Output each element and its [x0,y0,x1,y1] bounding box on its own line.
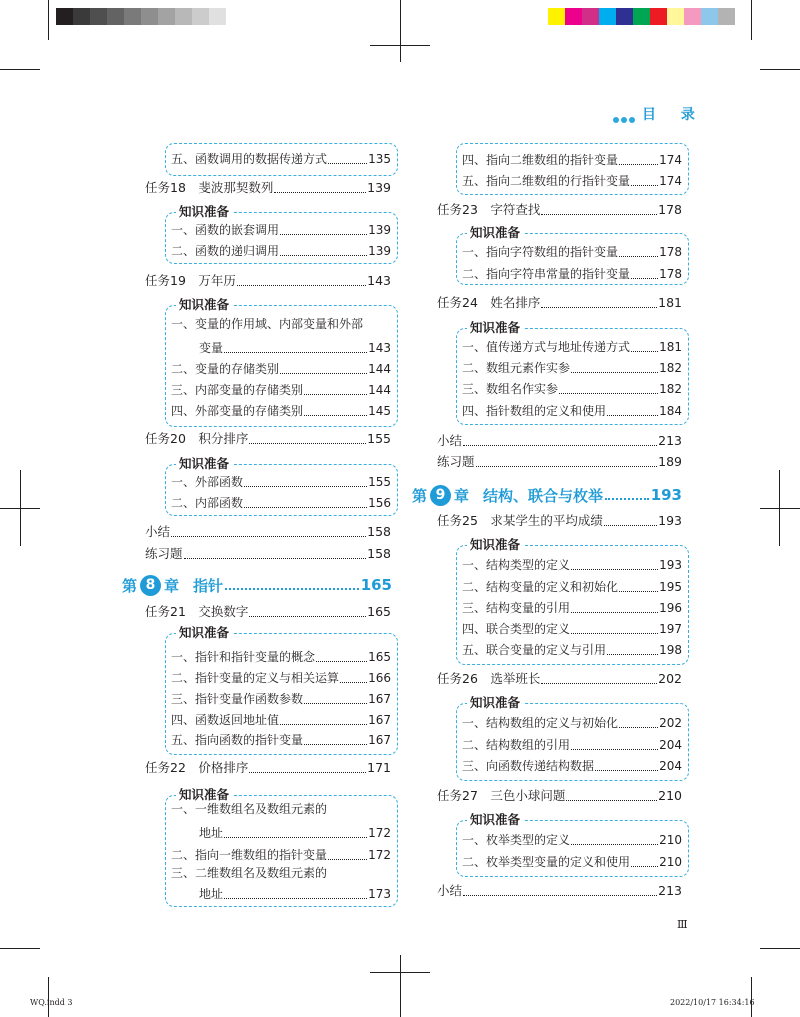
color-swatch [141,8,158,25]
toc-task-page: 210 [658,788,682,803]
header-dots-icon [613,108,637,127]
color-swatch [158,8,175,25]
toc-task[interactable] [145,759,391,777]
toc-entry[interactable] [462,853,682,871]
toc-exercise[interactable] [145,545,391,563]
toc-entry-text: 地址 [199,887,224,901]
toc-task[interactable] [145,272,391,290]
toc-entry-page: 174 [659,174,682,188]
color-swatch [701,8,718,25]
toc-entry-page: 167 [368,713,391,727]
toc-exercise-page: 189 [658,454,682,469]
toc-entry[interactable] [462,243,682,261]
toc-summary-page: 213 [658,883,682,898]
slug-timestamp: 2022/10/17 16:34:16 [670,998,755,1007]
toc-entry-text: 四、指针数组的定义和使用 [462,404,607,418]
toc-entry-text: 一、值传递方式与地址传递方式 [462,340,631,354]
toc-entry-page: 210 [659,855,682,869]
chapter-number-badge: 9 [430,485,451,506]
toc-entry[interactable] [171,648,391,666]
chapter-title: 指针 [193,576,224,595]
toc-entry-page: 139 [368,223,391,237]
toc-task-page: 202 [658,671,682,686]
toc-entry-text: 二、变量的存储类别 [171,362,280,376]
toc-entry-page: 196 [659,601,682,615]
toc-entry[interactable] [462,172,682,190]
toc-entry[interactable] [171,669,391,687]
toc-entry[interactable] [171,711,391,729]
toc-summary-page: 213 [658,433,682,448]
knowledge-box-label: 知识准备 [176,298,232,312]
toc-entry-text: 一、结构类型的定义 [462,558,571,572]
color-swatch [73,8,90,25]
toc-entry[interactable] [462,556,682,574]
toc-summary-text: 小结 [145,524,171,539]
toc-task-page: 139 [367,180,391,195]
color-swatch [667,8,684,25]
toc-entry[interactable] [171,846,391,864]
toc-entry[interactable] [171,150,391,168]
toc-entry[interactable] [462,641,682,659]
chapter-suffix: 章 [164,576,180,595]
toc-entry-text: 四、外部变量的存储类别 [171,404,304,418]
toc-entry-page: 166 [368,671,391,685]
toc-entry-page: 178 [659,245,682,259]
toc-entry-page: 198 [659,643,682,657]
toc-entry[interactable] [171,221,391,239]
toc-entry[interactable] [171,242,391,260]
color-swatch [107,8,124,25]
toc-entry[interactable] [462,620,682,638]
toc-entry-text: 三、向函数传递结构数据 [462,759,595,773]
toc-entry-text: 二、结构数组的引用 [462,738,571,752]
toc-task[interactable] [437,512,682,530]
toc-entry-page: 145 [368,404,391,418]
toc-entry-page: 172 [368,848,391,862]
toc-task-page: 171 [367,760,391,775]
toc-entry[interactable] [171,473,391,491]
chapter-number-badge: 8 [140,575,161,596]
color-swatch [582,8,599,25]
page-number: Ⅲ [677,918,688,931]
toc-task[interactable] [437,201,682,219]
toc-entry[interactable] [462,338,682,356]
toc-entry-page: 202 [659,716,682,730]
toc-task[interactable] [145,179,391,197]
toc-task-text: 任务27 三色小球问题 [437,788,566,803]
toc-task[interactable] [437,787,682,805]
toc-entry-page: 181 [659,340,682,354]
toc-task-text: 任务21 交换数字 [145,604,249,619]
toc-entry-page: 204 [659,759,682,773]
toc-entry-text: 五、函数调用的数据传递方式 [171,152,328,166]
toc-entry-text: 一、外部函数 [171,475,244,489]
toc-entry[interactable] [462,578,682,596]
toc-task-text: 任务19 万年历 [145,273,236,288]
toc-entry-text: 二、指向字符串常量的指针变量 [462,267,631,281]
toc-summary-text: 小结 [437,883,463,898]
toc-task-text: 任务20 积分排序 [145,431,249,446]
toc-entry-text: 三、结构变量的引用 [462,601,571,615]
toc-task[interactable] [145,603,391,621]
toc-summary-page: 158 [367,524,391,539]
toc-entry-text: 五、指向二维数组的行指针变量 [462,174,631,188]
toc-entry-text: 三、内部变量的存储类别 [171,383,304,397]
toc-entry-text: 变量 [199,341,224,355]
toc-entry-page: 156 [368,496,391,510]
chapter-title: 结构、联合与枚举 [483,486,604,505]
toc-task-page: 155 [367,431,391,446]
toc-entry-page: 193 [659,558,682,572]
toc-entry-page: 182 [659,382,682,396]
toc-entry[interactable] [462,359,682,377]
toc-entry-text: 四、指向二维数组的指针变量 [462,153,619,167]
toc-task-text: 任务18 斐波那契数列 [145,180,274,195]
toc-entry-text: 一、指针和指针变量的概念 [171,650,316,664]
toc-entry-text: 三、数组名作实参 [462,382,559,396]
toc-exercise[interactable] [437,453,682,471]
toc-task-text: 任务26 选举班长 [437,671,541,686]
chapter-heading[interactable] [412,483,682,507]
knowledge-box-label: 知识准备 [467,226,523,240]
toc-entry-text: 五、指向函数的指针变量 [171,733,304,747]
toc-entry[interactable] [171,824,391,842]
toc-entry[interactable] [171,864,391,882]
toc-entry-text: 四、联合类型的定义 [462,622,571,636]
toc-entry-text: 二、数组元素作实参 [462,361,571,375]
toc-entry-text: 一、变量的作用域、内部变量和外部 [171,317,364,331]
toc-entry-text: 二、指针变量的定义与相关运算 [171,671,340,685]
toc-entry[interactable] [171,381,391,399]
color-swatch [56,8,73,25]
toc-task-page: 193 [658,513,682,528]
toc-entry-page: 173 [368,887,391,901]
knowledge-box-label: 知识准备 [176,626,232,640]
toc-entry-text: 一、指向字符数组的指针变量 [462,245,619,259]
toc-entry-page: 155 [368,475,391,489]
toc-entry[interactable] [171,360,391,378]
color-swatch [599,8,616,25]
toc-entry-page: 184 [659,404,682,418]
toc-entry-page: 143 [368,341,391,355]
toc-entry[interactable] [462,714,682,732]
toc-task[interactable] [145,430,391,448]
knowledge-box-label: 知识准备 [467,696,523,710]
color-swatch [90,8,107,25]
color-swatch [209,8,226,25]
knowledge-box-label: 知识准备 [176,457,232,471]
toc-task-page: 178 [658,202,682,217]
toc-entry[interactable] [462,151,682,169]
toc-entry-page: 172 [368,826,391,840]
toc-entry[interactable] [462,380,682,398]
toc-entry-page: 204 [659,738,682,752]
toc-entry-page: 135 [368,152,391,166]
color-swatch [650,8,667,25]
toc-entry-page: 174 [659,153,682,167]
toc-entry-page: 167 [368,692,391,706]
toc-exercise-text: 练习题 [145,546,183,561]
toc-entry-page: 144 [368,362,391,376]
toc-entry-page: 167 [368,733,391,747]
toc-entry-page: 197 [659,622,682,636]
toc-task-page: 181 [658,295,682,310]
toc-entry-text: 地址 [199,826,224,840]
chapter-page: 165 [360,576,392,594]
toc-entry[interactable] [171,315,391,333]
chapter-prefix: 第 [412,486,428,505]
toc-entry-text: 一、枚举类型的定义 [462,833,571,847]
color-swatch [192,8,209,25]
chapter-suffix: 章 [454,486,470,505]
toc-entry[interactable] [462,265,682,283]
toc-task-text: 任务22 价格排序 [145,760,249,775]
toc-entry-page: 144 [368,383,391,397]
toc-task[interactable] [437,294,682,312]
slug-file-name: WQ.indd 3 [30,998,73,1007]
toc-entry-text: 一、一维数组名及数组元素的 [171,802,328,816]
toc-entry[interactable] [462,599,682,617]
toc-entry-text: 二、枚举类型变量的定义和使用 [462,855,631,869]
toc-summary[interactable] [145,523,391,541]
toc-entry[interactable] [171,800,391,818]
chapter-prefix: 第 [122,576,138,595]
chapter-heading[interactable] [122,573,392,597]
toc-entry-text: 五、联合变量的定义与引用 [462,643,607,657]
knowledge-box-label: 知识准备 [176,205,232,219]
toc-entry-page: 165 [368,650,391,664]
toc-entry[interactable] [462,402,682,420]
toc-entry-text: 一、函数的嵌套调用 [171,223,280,237]
color-swatch [616,8,633,25]
color-swatch [124,8,141,25]
toc-entry-text: 二、函数的递归调用 [171,244,280,258]
knowledge-box-label: 知识准备 [467,321,523,335]
knowledge-box-label: 知识准备 [467,813,523,827]
color-swatch [684,8,701,25]
toc-entry-text: 三、指针变量作函数参数 [171,692,304,706]
toc-task-page: 143 [367,273,391,288]
toc-entry[interactable] [171,494,391,512]
knowledge-box-label: 知识准备 [467,538,523,552]
toc-summary[interactable] [437,882,682,900]
toc-entry-text: 三、二维数组名及数组元素的 [171,866,328,880]
toc-task-text: 任务25 求某学生的平均成绩 [437,513,603,528]
color-swatch [565,8,582,25]
toc-entry-page: 195 [659,580,682,594]
toc-entry[interactable] [171,339,391,357]
toc-entry-text: 二、内部函数 [171,496,244,510]
toc-entry-page: 178 [659,267,682,281]
knowledge-box-label: 知识准备 [176,788,232,802]
toc-entry-page: 182 [659,361,682,375]
chapter-page: 193 [650,486,682,504]
toc-task-page: 165 [367,604,391,619]
color-swatch [633,8,650,25]
color-swatch [175,8,192,25]
toc-entry-text: 四、函数返回地址值 [171,713,280,727]
toc-entry[interactable] [171,731,391,749]
toc-entry[interactable] [171,402,391,420]
toc-task[interactable] [437,670,682,688]
color-swatch [718,8,735,25]
toc-entry-text: 二、结构变量的定义和初始化 [462,580,619,594]
toc-entry-text: 二、指向一维数组的指针变量 [171,848,328,862]
toc-summary[interactable] [437,432,682,450]
toc-exercise-page: 158 [367,546,391,561]
toc-task-text: 任务23 字符查找 [437,202,541,217]
toc-entry[interactable] [462,831,682,849]
toc-entry[interactable] [171,690,391,708]
page-title: 目 录 [642,107,705,123]
color-swatch [548,8,565,25]
toc-entry[interactable] [462,757,682,775]
toc-entry-page: 210 [659,833,682,847]
toc-task-text: 任务24 姓名排序 [437,295,541,310]
toc-entry-page: 139 [368,244,391,258]
toc-entry[interactable] [462,736,682,754]
toc-summary-text: 小结 [437,433,463,448]
toc-entry-text: 一、结构数组的定义与初始化 [462,716,619,730]
toc-exercise-text: 练习题 [437,454,475,469]
toc-entry[interactable] [171,885,391,903]
